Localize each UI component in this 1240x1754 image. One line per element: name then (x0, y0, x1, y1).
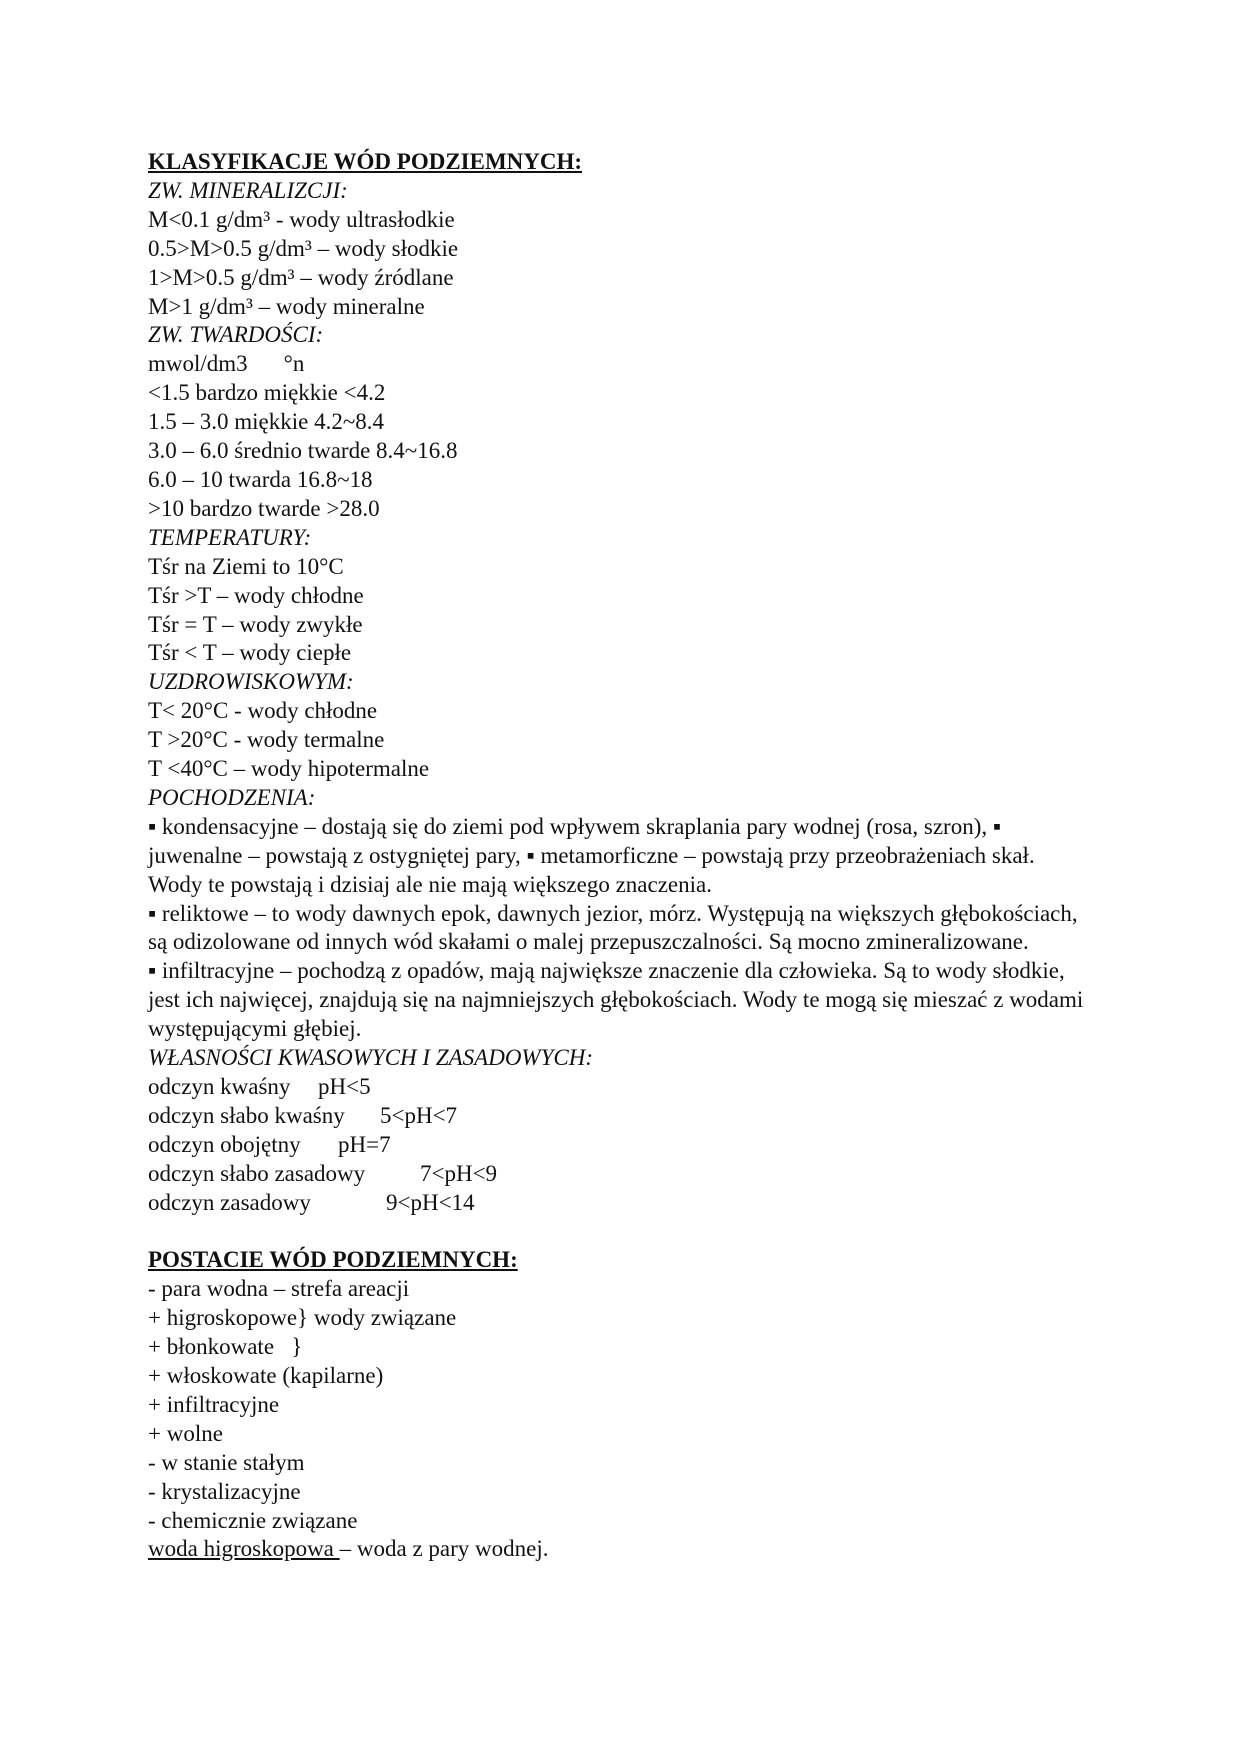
ph-name: odczyn słabo zasadowy (148, 1160, 366, 1186)
text-line: Tśr = T – wody zwykłe (148, 611, 363, 637)
unit-mmol: mwol/dm3 (148, 351, 248, 377)
paragraph: ▪ reliktowe – to wody dawnych epok, dawnych jezior, mórz. Występują na większych głębokościach, są odizolowane od innych wód skałami o malej przepuszczalności. Są mocno zmineralizowane. (148, 900, 1078, 955)
spacer (148, 1218, 1088, 1247)
paragraph: ▪ kondensacyjne – dostają się do ziemi pod wpływem skraplania pary wodnej (rosa, szron), ▪ juwenalne – powstają z ostygniętej pary, ▪ metamorficzne – powstają przy przeobrażeniach skał. Wody te powstają i dzisiaj ale nie mają większego znaczenia. (148, 813, 1035, 897)
ph-row (148, 1102, 1088, 1131)
ph-name: odczyn obojętny (148, 1131, 301, 1157)
text-line: + włoskowate (kapilarne) (148, 1363, 384, 1389)
text-line: M>1 g/dm³ – wody mineralne (148, 293, 425, 319)
ph-row (148, 1073, 1088, 1102)
text-line: - w stanie stałym (148, 1449, 305, 1475)
text-line: + infiltracyjne (148, 1391, 280, 1417)
text-line: M<0.1 g/dm³ - wody ultrasłodkie (148, 206, 455, 232)
text-line: T< 20°C - wody chłodne (148, 698, 378, 724)
ph-name: odczyn słabo kwaśny (148, 1102, 345, 1128)
text-line: + błonkowate } (148, 1334, 303, 1360)
text-line: 6.0 – 10 twarda 16.8~18 (148, 466, 373, 492)
defined-term: woda higroskopowa (148, 1536, 340, 1562)
text-line: Tśr < T – wody ciepłe (148, 640, 352, 666)
text-line: - chemicznie związane (148, 1507, 358, 1533)
heading-pochodzenia: POCHODZENIA: (148, 784, 316, 810)
heading-uzdrowiskowym: UZDROWISKOWYM: (148, 669, 354, 695)
ph-value: 7<pH<9 (420, 1160, 498, 1186)
ph-name: odczyn zasadowy (148, 1189, 311, 1215)
unit-degree-n: °n (283, 351, 305, 377)
definition-line (148, 1535, 1088, 1564)
text-line: T <40°C – wody hipotermalne (148, 756, 430, 782)
text-line: 1.5 – 3.0 miękkie 4.2~8.4 (148, 409, 385, 435)
text-line: + higroskopowe} wody związane (148, 1305, 457, 1331)
ph-value: 5<pH<7 (380, 1102, 458, 1128)
ph-name: odczyn kwaśny (148, 1074, 291, 1099)
heading-temperatury: TEMPERATURY: (148, 524, 312, 550)
heading-kwasowych: WŁASNOŚCI KWASOWYCH I ZASADOWYCH: (148, 1045, 593, 1071)
ph-value: pH<5 (318, 1074, 371, 1099)
section-title-postacie: POSTACIE WÓD PODZIEMNYCH: (148, 1247, 518, 1273)
text-line: T >20°C - wody termalne (148, 727, 385, 753)
text-line: <1.5 bardzo miękkie <4.2 (148, 380, 386, 406)
text-line: - para wodna – strefa areacji (148, 1276, 410, 1302)
section-title-klasyfikacje: KLASYFIKACJE WÓD PODZIEMNYCH: (148, 149, 583, 174)
text-line: 0.5>M>0.5 g/dm³ – wody słodkie (148, 235, 459, 261)
ph-row (148, 1131, 1088, 1160)
definition-text: – woda z pary wodnej. (339, 1536, 549, 1562)
ph-row (148, 1160, 1088, 1189)
document-page (148, 148, 1088, 1564)
heading-twardosci: ZW. TWARDOŚCI: (148, 322, 324, 348)
ph-value: 9<pH<14 (386, 1189, 475, 1215)
text-line: - krystalizacyjne (148, 1478, 301, 1504)
text-line: 1>M>0.5 g/dm³ – wody źródlane (148, 264, 454, 290)
text-line: Tśr na Ziemi to 10°C (148, 553, 344, 579)
text-line: + wolne (148, 1420, 223, 1446)
heading-mineralizacji: ZW. MINERALIZCJI: (148, 177, 348, 203)
units-row (148, 350, 1088, 379)
paragraph: ▪ infiltracyjne – pochodzą z opadów, mają największe znaczenie dla człowieka. Są to wody słodkie, jest ich najwięcej, znajdują się na najmniejszych głębokościach. Wody te mogą się mieszać z wodami występującymi głębiej. (148, 958, 1084, 1042)
ph-value: pH=7 (338, 1131, 391, 1157)
text-line: Tśr >T – wody chłodne (148, 582, 364, 608)
ph-row (148, 1189, 1088, 1218)
text-line: 3.0 – 6.0 średnio twarde 8.4~16.8 (148, 438, 458, 464)
text-line: >10 bardzo twarde >28.0 (148, 495, 380, 521)
